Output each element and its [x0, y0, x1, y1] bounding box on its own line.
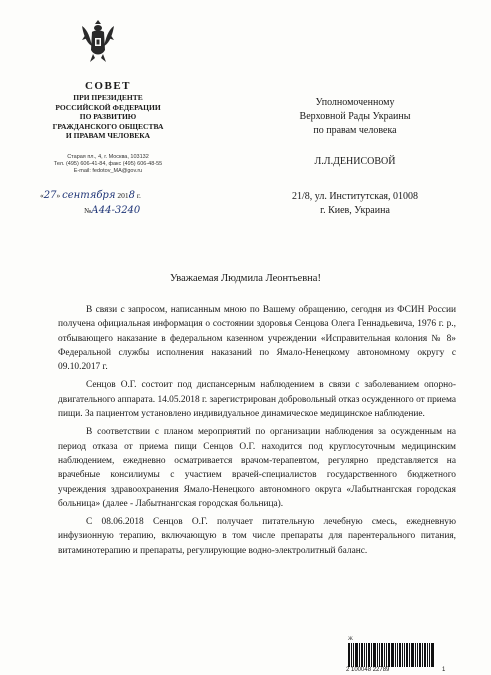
- org-line: ПО РАЗВИТИЮ: [79, 112, 137, 121]
- number-prefix: №: [84, 206, 92, 215]
- org-address: Старая пл., 4, г. Москва, 103132: [67, 154, 149, 160]
- org-line: ГРАЖДАНСКОГО ОБЩЕСТВА: [52, 121, 164, 131]
- barcode-block: [340, 643, 470, 675]
- footer-mark: ж: [348, 634, 353, 642]
- date-month: сентября: [62, 190, 116, 201]
- org-line: И ПРАВАМ ЧЕЛОВЕКА: [65, 131, 151, 140]
- date-year-digit: 8: [128, 190, 135, 201]
- address-line: 21/8, ул. Институтская, 01008: [292, 191, 418, 202]
- recipient-name: Л.Л.ДЕНИСОВОЙ: [314, 156, 396, 167]
- recipient-line: Уполномоченному: [315, 97, 395, 108]
- org-phone: Тел. (495) 606-41-84, факс (495) 606-48-55: [53, 161, 163, 167]
- coat-of-arms-icon: [78, 16, 118, 66]
- date-close-quote: »: [56, 191, 61, 200]
- org-line: ПРИ ПРЕЗИДЕНТЕ: [73, 93, 143, 102]
- date-year-prefix: 201: [117, 191, 129, 200]
- org-contacts: [28, 154, 188, 175]
- org-email: E-mail: fedotov_MA@gov.ru: [73, 168, 143, 174]
- letter-number: [84, 205, 140, 216]
- date-suffix: г.: [136, 191, 141, 200]
- date-day: 27: [43, 190, 57, 201]
- greeting: Уважаемая Людмила Леонтьевна!: [170, 273, 321, 284]
- recipient-line: по правам человека: [313, 125, 397, 136]
- number-value: А44-3240: [91, 205, 141, 216]
- body-paragraph: В связи с запросом, написанным мною по Вашему обращению, сегодня из ФСИН России получена официальная информация о состоянии здоровья Сенцова Олега Геннадьевича, 1976 г. р., отбывающего наказание в федеральном казенном учреждении «Исправительная колония № 8» Федеральной службы исполнения наказаний по Ямало-Ненецкому автономному округу с 09.10.2017 г.: [58, 305, 456, 373]
- page-count: 1: [442, 667, 446, 673]
- recipient-block: [270, 96, 440, 169]
- letter-body: [58, 303, 456, 562]
- body-paragraph: Сенцов О.Г. состоит под диспансерным наблюдением в связи с заболеванием опорно-двигательного аппарата. 14.05.2018 г. зарегистрирован добровольный отказ осужденного от приема пищи. За пациентом установлено индивидуальное динамическое медицинское наблюдение.: [58, 380, 456, 420]
- body-paragraph: С 08.06.2018 Сенцов О.Г. получает питательную лечебную смесь, ежедневную инфузионную терапию, включающую в том числе препараты для парентерального питания, витаминотерапию и препараты, регулирующие водно-электролитный баланс.: [58, 517, 456, 556]
- barcode-number: 2 100048 22789: [346, 667, 390, 673]
- body-paragraph: В соответствии с планом мероприятий по организации наблюдения за осужденным на период отказа от приема пищи Сенцов О.Г. находится под круглосуточным медицинским наблюдением, ежедневно осматривается врачом-терапевтом, регулярно представляется на врачебные консилиумы с участием врачей-специалистов государственного бюджетного учреждения здравоохранения Ямало-Ненецкого автономного округа «Лабытнангская городская больница» (далее - Лабытнангская городская больница).: [58, 427, 456, 509]
- address-line: г. Киев, Украина: [320, 205, 390, 216]
- recipient-address: [262, 190, 448, 218]
- org-name: СОВЕТ: [84, 80, 131, 92]
- letter-date: [40, 190, 141, 201]
- barcode-icon: [348, 643, 440, 667]
- recipient-line: Верховной Рады Украины: [299, 111, 411, 122]
- org-line: РОССИЙСКОЙ ФЕДЕРАЦИИ: [55, 102, 161, 112]
- date-open-quote: «: [40, 191, 44, 200]
- organization-header: [28, 80, 188, 141]
